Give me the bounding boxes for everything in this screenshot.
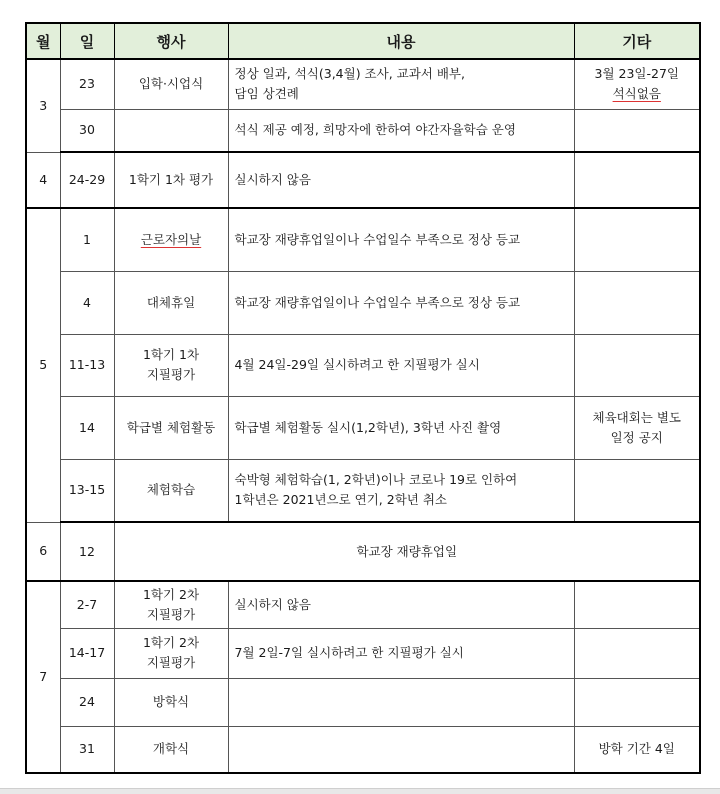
- event-cell: 입학·시업식: [114, 59, 228, 109]
- day-cell: 31: [60, 726, 114, 773]
- table-row: [26, 628, 700, 678]
- etc-cell: [574, 271, 700, 334]
- month-cell: 6: [26, 522, 60, 581]
- etc-cell: 방학 기간 4일: [574, 726, 700, 773]
- content-line: 1학년은 2021년으로 연기, 2학년 취소: [234, 492, 447, 508]
- etc-cell: [574, 334, 700, 396]
- table-row: [26, 208, 700, 271]
- event-line: 지필평가: [146, 367, 196, 382]
- day-cell: 1: [60, 208, 114, 271]
- month-cell: 5: [26, 208, 60, 522]
- header-event: 행사: [114, 23, 228, 59]
- day-cell: 13-15: [60, 459, 114, 522]
- event-text: 근로자의날: [140, 231, 202, 247]
- horizontal-scrollbar[interactable]: [0, 788, 720, 794]
- content-cell: [228, 459, 574, 522]
- event-line: 지필평가: [146, 655, 196, 670]
- content-line: 정상 일과, 석식(3,4월) 조사, 교과서 배부,: [234, 66, 465, 82]
- table-row: [26, 334, 700, 396]
- event-line: 1학기 1차: [142, 347, 200, 362]
- day-cell: 30: [60, 109, 114, 152]
- header-row: [26, 23, 700, 59]
- event-cell: [114, 334, 228, 396]
- content-cell: 실시하지 않음: [228, 152, 574, 208]
- table-row: [26, 522, 700, 581]
- day-cell: 23: [60, 59, 114, 109]
- day-cell: 11-13: [60, 334, 114, 396]
- table-row: [26, 678, 700, 726]
- event-line: 1학기 2차: [142, 635, 200, 650]
- etc-cell: [574, 208, 700, 271]
- etc-cell: [574, 396, 700, 459]
- day-cell: 24: [60, 678, 114, 726]
- table-row: [26, 271, 700, 334]
- etc-cell: [574, 59, 700, 109]
- etc-cell: [574, 628, 700, 678]
- content-cell: [228, 59, 574, 109]
- content-cell: 학교장 재량휴업일이나 수업일수 부족으로 정상 등교: [228, 271, 574, 334]
- day-cell: 24-29: [60, 152, 114, 208]
- day-cell: 12: [60, 522, 114, 581]
- content-cell: 학급별 체험활동 실시(1,2학년), 3학년 사진 촬영: [228, 396, 574, 459]
- header-month: 월: [26, 23, 60, 59]
- day-cell: 2-7: [60, 581, 114, 628]
- schedule-sheet: [25, 22, 699, 773]
- etc-line: 일정 공지: [610, 429, 663, 445]
- content-cell: [228, 678, 574, 726]
- event-cell: 1학기 1차 평가: [114, 152, 228, 208]
- event-line: 지필평가: [146, 606, 196, 622]
- event-cell: 체험학습: [114, 459, 228, 522]
- event-cell: 대체휴일: [114, 271, 228, 334]
- content-cell: 실시하지 않음: [228, 581, 574, 628]
- content-cell: 학교장 재량휴업일이나 수업일수 부족으로 정상 등교: [228, 208, 574, 271]
- content-line: 담임 상견례: [234, 86, 299, 102]
- etc-line: 석식없음: [612, 86, 661, 102]
- day-cell: 4: [60, 271, 114, 334]
- event-cell: [114, 208, 228, 271]
- event-cell: [114, 109, 228, 152]
- month-cell: 7: [26, 581, 60, 773]
- event-cell: [114, 628, 228, 678]
- etc-line: 3월 23일-27일: [594, 66, 679, 82]
- merged-cell: 학교장 재량휴업일: [114, 522, 700, 581]
- content-cell: 4월 24일-29일 실시하려고 한 지필평가 실시: [228, 334, 574, 396]
- event-cell: 개학식: [114, 726, 228, 773]
- content-cell: 7월 2일-7일 실시하려고 한 지필평가 실시: [228, 628, 574, 678]
- event-cell: [114, 581, 228, 628]
- etc-cell: [574, 678, 700, 726]
- etc-cell: [574, 152, 700, 208]
- header-etc: 기타: [574, 23, 700, 59]
- content-cell: [228, 726, 574, 773]
- table-row: [26, 152, 700, 208]
- table-row: [26, 396, 700, 459]
- header-content: 내용: [228, 23, 574, 59]
- content-line: 숙박형 체험학습(1, 2학년)이나 코로나 19로 인하여: [234, 472, 518, 488]
- table-row: [26, 459, 700, 522]
- day-cell: 14-17: [60, 628, 114, 678]
- month-cell: 3: [26, 59, 60, 152]
- etc-cell: [574, 459, 700, 522]
- content-cell: 석식 제공 예정, 희망자에 한하여 야간자율학습 운영: [228, 109, 574, 152]
- etc-cell: [574, 109, 700, 152]
- table-row: [26, 109, 700, 152]
- day-cell: 14: [60, 396, 114, 459]
- table-row: [26, 59, 700, 109]
- event-cell: 방학식: [114, 678, 228, 726]
- table-row: [26, 581, 700, 628]
- event-cell: 학급별 체험활동: [114, 396, 228, 459]
- table-row: [26, 726, 700, 773]
- month-cell: 4: [26, 152, 60, 208]
- event-line: 1학기 2차: [142, 586, 200, 602]
- etc-cell: [574, 581, 700, 628]
- etc-line: 체육대회는 별도: [592, 409, 681, 425]
- header-day: 일: [60, 23, 114, 59]
- schedule-table: [25, 22, 701, 774]
